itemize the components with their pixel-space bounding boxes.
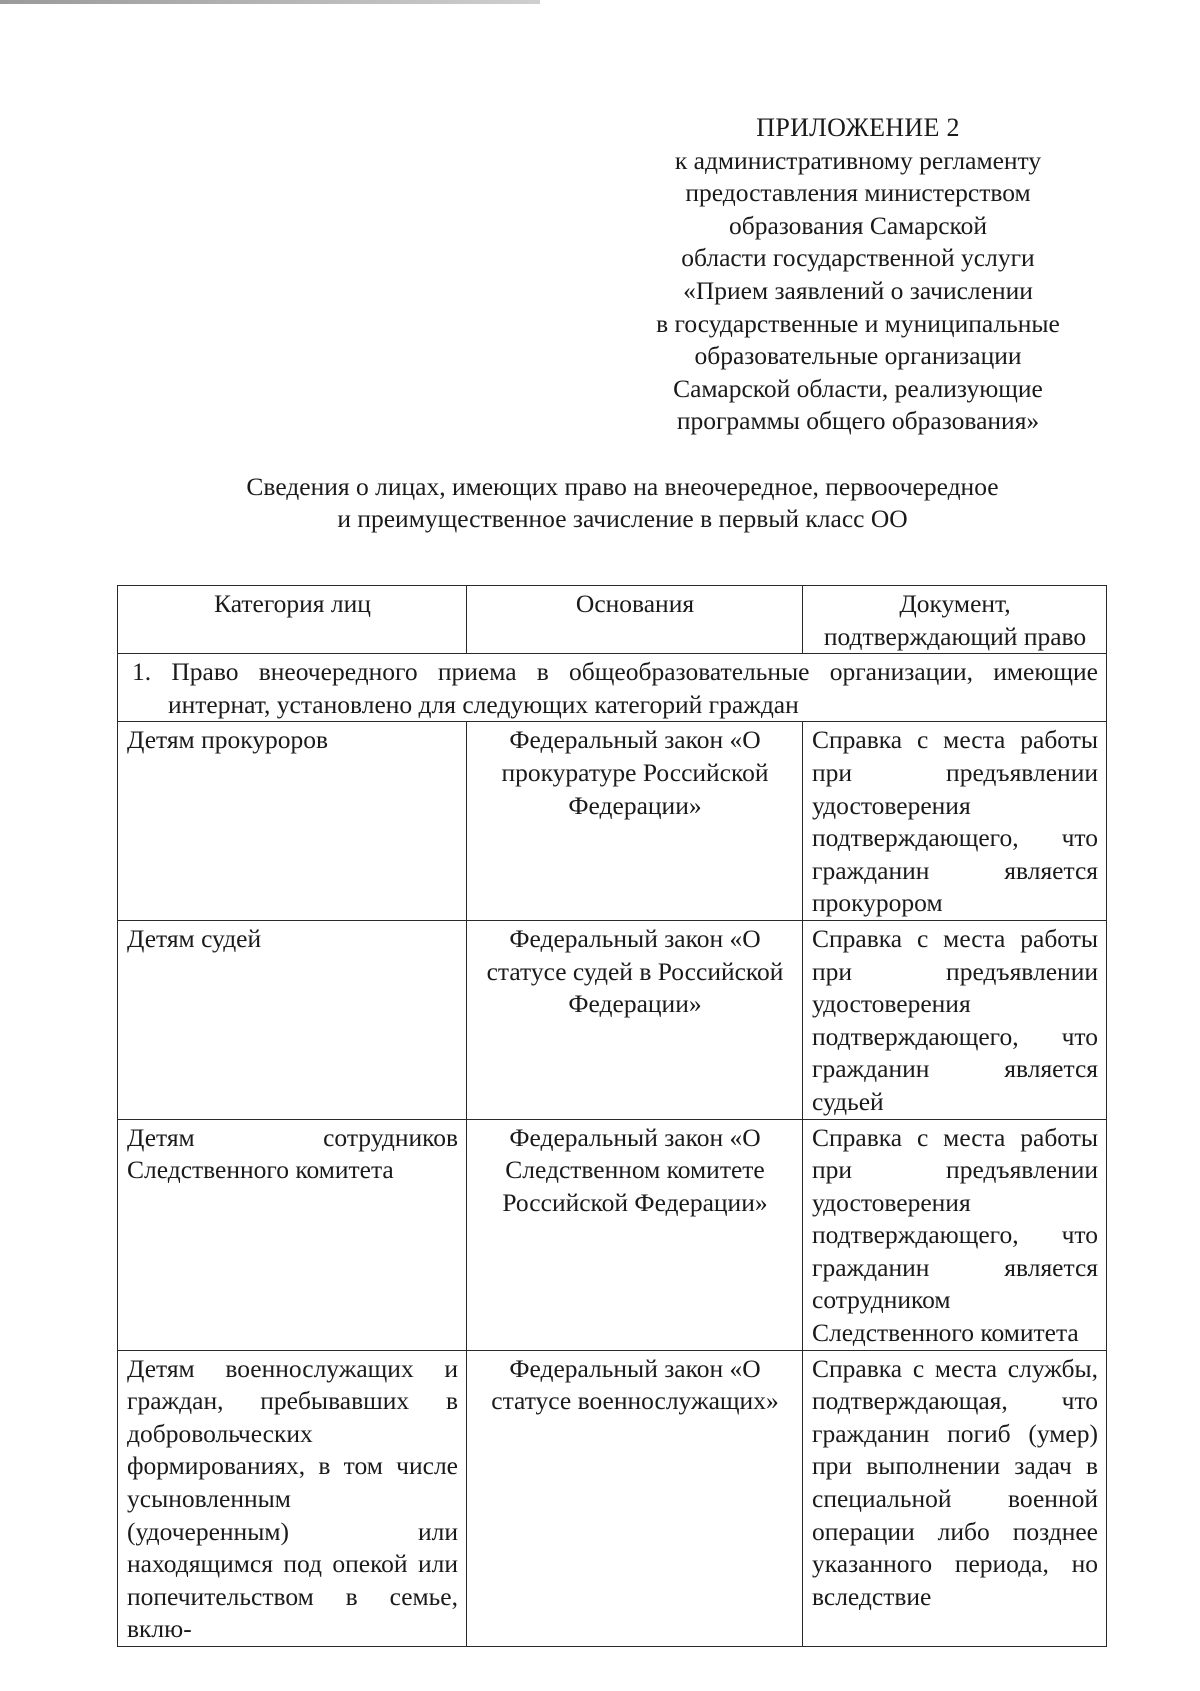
heading-line-2: и преимущественное зачисление в первый класс ОО: [337, 504, 908, 533]
category-cell: Детям судей: [118, 920, 467, 1119]
table-row: [118, 920, 1107, 1119]
category-cell: Детям прокуроров: [118, 722, 467, 921]
table-row: [118, 722, 1107, 921]
appendix-line: Самарской области, реализующие: [673, 373, 1043, 403]
appendix-line: программы общего образования»: [676, 406, 1040, 436]
header-category: Категория лиц: [118, 586, 467, 654]
section-1-text: 1. Право внеочередного приема в общеобразовательные организации, имеющие интернат, установлено для следующих категорий граждан: [132, 657, 1098, 719]
header-basis: Основания: [467, 586, 803, 654]
appendix-line: предоставления министерством: [685, 178, 1031, 208]
table-header-row: [118, 586, 1107, 654]
appendix-title: ПРИЛОЖЕНИЕ 2: [756, 113, 960, 142]
document-cell: Справка с места работы при предъявлении удостоверения подтверждающего, что гражданин является сотрудником Следственного комитета: [803, 1119, 1107, 1350]
appendix-line: образовательные организации: [694, 341, 1022, 371]
document-heading: [130, 471, 1115, 535]
basis-cell: Федеральный закон «О прокуратуре Российской Федерации»: [467, 722, 803, 921]
document-cell: Справка с места работы при предъявлении удостоверения подтверждающего, что гражданин является судьей: [803, 920, 1107, 1119]
appendix-line: «Прием заявлений о зачислении: [683, 275, 1033, 305]
header-document: Документ, подтверждающий право: [803, 586, 1107, 654]
category-cell: Детям военнослужащих и граждан, пребывавших в добровольческих формированиях, в том числе усыновленным (удочеренным) или находящимся под опекой или попечительством в семье, вклю-: [118, 1350, 467, 1646]
basis-cell: Федеральный закон «О Следственном комитете Российской Федерации»: [467, 1119, 803, 1350]
appendix-header: [598, 112, 1118, 438]
appendix-line: области государственной услуги: [681, 243, 1035, 273]
table-row: [118, 1119, 1107, 1350]
scan-edge-artifact: [0, 0, 540, 4]
basis-cell: Федеральный закон «О статусе судей в Российской Федерации»: [467, 920, 803, 1119]
section-row: [118, 654, 1107, 722]
table-row: [118, 1350, 1107, 1646]
category-cell: Детям сотрудников Следственного комитета: [118, 1119, 467, 1350]
appendix-line: в государственные и муниципальные: [656, 308, 1060, 338]
basis-cell: Федеральный закон «О статусе военнослужащих»: [467, 1350, 803, 1646]
eligibility-table: [117, 585, 1107, 1647]
appendix-line: к административному регламенту: [674, 145, 1042, 175]
document-cell: Справка с места работы при предъявлении удостоверения подтверждающего, что гражданин является прокурором: [803, 722, 1107, 921]
document-cell: Справка с места службы, подтверждающая, что гражданин погиб (умер) при выполнении задач в специальной военной операции либо позднее указанного периода, но вследствие: [803, 1350, 1107, 1646]
heading-line-1: Сведения о лицах, имеющих право на внеочередное, первоочередное: [246, 472, 999, 501]
section-1-cell: [118, 654, 1107, 722]
appendix-line: образования Самарской: [728, 210, 988, 240]
